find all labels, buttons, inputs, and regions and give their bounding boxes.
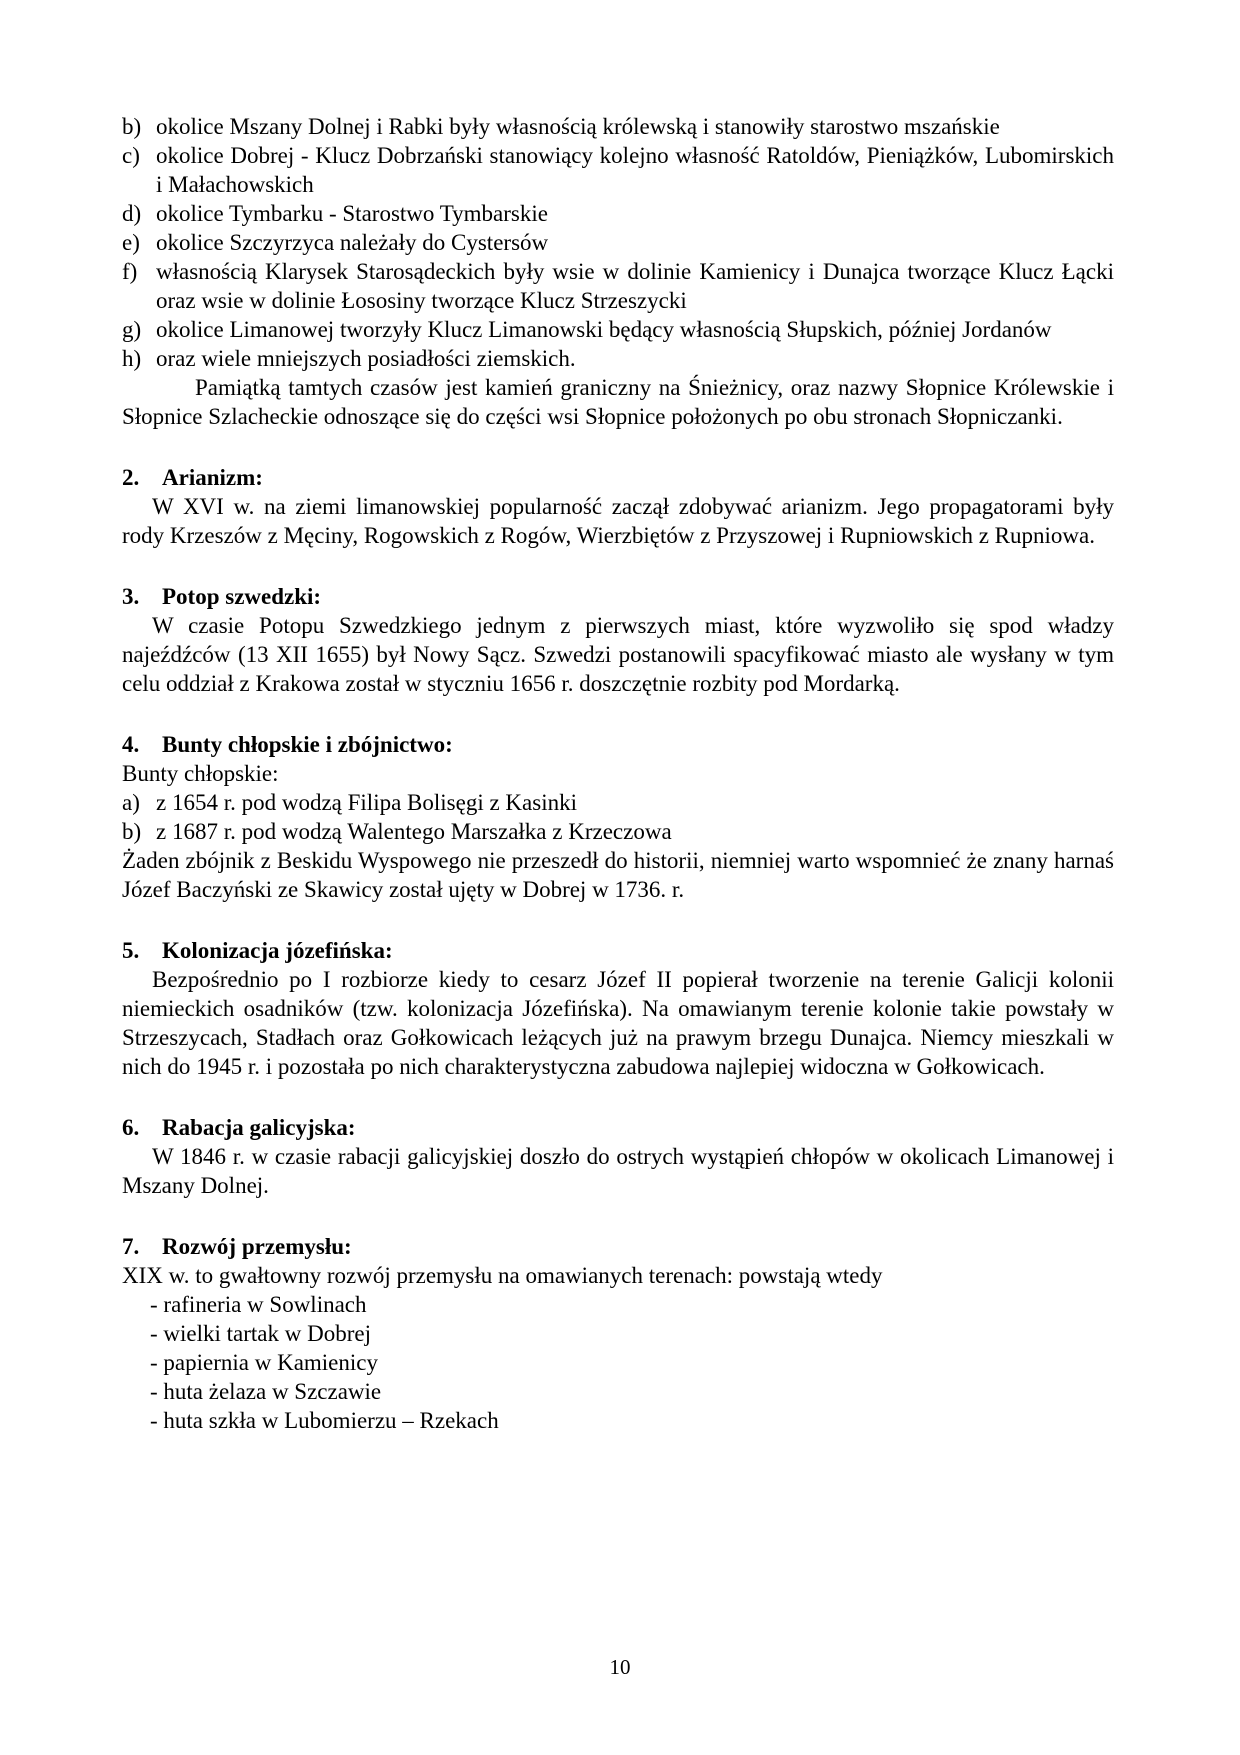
- section-heading: [122, 730, 1114, 759]
- dash-list-item: - papiernia w Kamienicy: [150, 1350, 378, 1375]
- list-item: [122, 344, 1114, 373]
- list-item-label: c): [122, 143, 140, 168]
- list-item: [122, 257, 1114, 315]
- section-intro: XIX w. to gwałtowny rozwój przemysłu na omawianych terenach: powstają wtedy: [122, 1263, 883, 1288]
- dash-list-item: - huta żelaza w Szczawie: [150, 1379, 382, 1404]
- section-number: 2.: [122, 465, 140, 490]
- section-number: 6.: [122, 1115, 140, 1140]
- list-item-label: e): [122, 230, 140, 255]
- list-item-text: z 1687 r. pod wodzą Walentego Marszałka z Krzeczowa: [156, 819, 672, 844]
- list-item: [122, 141, 1114, 199]
- list-item: [122, 199, 1114, 228]
- section-heading: [122, 463, 1114, 492]
- list-item: [122, 817, 1114, 846]
- dash-list-item: - rafineria w Sowlinach: [150, 1292, 367, 1317]
- section-number: 3.: [122, 584, 140, 609]
- section-title: Kolonizacja józefińska:: [162, 938, 393, 963]
- section-number: 4.: [122, 732, 140, 757]
- section-title: Rabacja galicyjska:: [162, 1115, 356, 1140]
- list-item-label: h): [122, 346, 142, 371]
- section-title: Arianizm:: [162, 465, 263, 490]
- list-item-label: f): [122, 259, 138, 284]
- section-paragraph: Bezpośrednio po I rozbiorze kiedy to cesarz Józef II popierał tworzenie na terenie Galicji kolonii niemieckich osadników (tzw. kolonizacja Józefińska). Na omawianym terenie kolonie takie powstały w Strzeszycach, Stadłach oraz Gołkowicach leżących już na prawym brzegu Dunajca. Niemcy mieszkali w nich do 1945 r. i pozostała po nich charakterystyczna zabudowa najlepiej widoczna w Gołkowicach.: [122, 967, 1114, 1079]
- section-title: Potop szwedzki:: [162, 584, 322, 609]
- list-item-text: własnością Klarysek Starosądeckich były wsie w dolinie Kamienicy i Dunajca tworzące Klucz Łącki oraz wsie w dolinie Łososiny tworzące Klucz Strzeszycki: [156, 259, 1114, 313]
- list-item-label: b): [122, 819, 142, 844]
- section-heading: [122, 582, 1114, 611]
- list-item-label: b): [122, 114, 142, 139]
- list-item-text: okolice Dobrej - Klucz Dobrzański stanowiący kolejno własność Ratoldów, Pieniążków, Lubomirskich i Małachowskich: [156, 143, 1114, 197]
- list-item-text: okolice Limanowej tworzyły Klucz Limanowski będący własnością Słupskich, później Jordanów: [156, 317, 1052, 342]
- list-item-text: okolice Mszany Dolnej i Rabki były własnością królewską i stanowiły starostwo mszańskie: [156, 114, 1000, 139]
- list-item: [122, 315, 1114, 344]
- section-number: 7.: [122, 1234, 140, 1259]
- list-item-text: z 1654 r. pod wodzą Filipa Bolisęgi z Kasinki: [156, 790, 577, 815]
- section-paragraph: W czasie Potopu Szwedzkiego jednym z pierwszych miast, które wyzwoliło się spod władzy najeźdźców (13 XII 1655) był Nowy Sącz. Szwedzi postanowili spacyfikować miasto ale wysłany w tym celu oddział z Krakowa został w styczniu 1656 r. doszczętnie rozbity pod Mordarką.: [122, 613, 1114, 696]
- dash-list-item: - huta szkła w Lubomierzu – Rzekach: [150, 1408, 499, 1433]
- section-paragraph: W 1846 r. w czasie rabacji galicyjskiej doszło do ostrych wystąpień chłopów w okolicach Limanowej i Mszany Dolnej.: [122, 1144, 1114, 1198]
- list-item-label: g): [122, 317, 142, 342]
- section-paragraph: W XVI w. na ziemi limanowskiej popularność zaczął zdobywać arianizm. Jego propagatorami były rody Krzeszów z Męciny, Rogowskich z Rogów, Wierzbiętów z Przyszowej i Rupniowskich z Rupniowa.: [122, 494, 1114, 548]
- page-number: 10: [609, 1655, 631, 1679]
- section-intro: Bunty chłopskie:: [122, 761, 279, 786]
- dash-list-item: - wielki tartak w Dobrej: [150, 1321, 371, 1346]
- list-item: [122, 112, 1114, 141]
- list-item-label: d): [122, 201, 142, 226]
- section-title: Bunty chłopskie i zbójnictwo:: [162, 732, 453, 757]
- list-item-text: okolice Szczyrzyca należały do Cystersów: [156, 230, 549, 255]
- section-title: Rozwój przemysłu:: [162, 1234, 352, 1259]
- list-item-text: okolice Tymbarku - Starostwo Tymbarskie: [156, 201, 548, 226]
- list-item: [122, 228, 1114, 257]
- closing-paragraph: Pamiątką tamtych czasów jest kamień graniczny na Śnieżnicy, oraz nazwy Słopnice Królewskie i Słopnice Szlacheckie odnoszące się do części wsi Słopnice położonych po obu stronach Słopniczanki.: [122, 375, 1114, 429]
- list-item: [122, 788, 1114, 817]
- list-item-text: oraz wiele mniejszych posiadłości ziemskich.: [156, 346, 576, 371]
- section-number: 5.: [122, 938, 140, 963]
- section-paragraph: Żaden zbójnik z Beskidu Wyspowego nie przeszedł do historii, niemniej warto wspomnieć że znany harnaś Józef Baczyński ze Skawicy został ujęty w Dobrej w 1736. r.: [122, 848, 1114, 902]
- list-item-label: a): [122, 790, 140, 815]
- section-heading: [122, 1232, 1114, 1261]
- section-heading: [122, 1113, 1114, 1142]
- section-heading: [122, 936, 1114, 965]
